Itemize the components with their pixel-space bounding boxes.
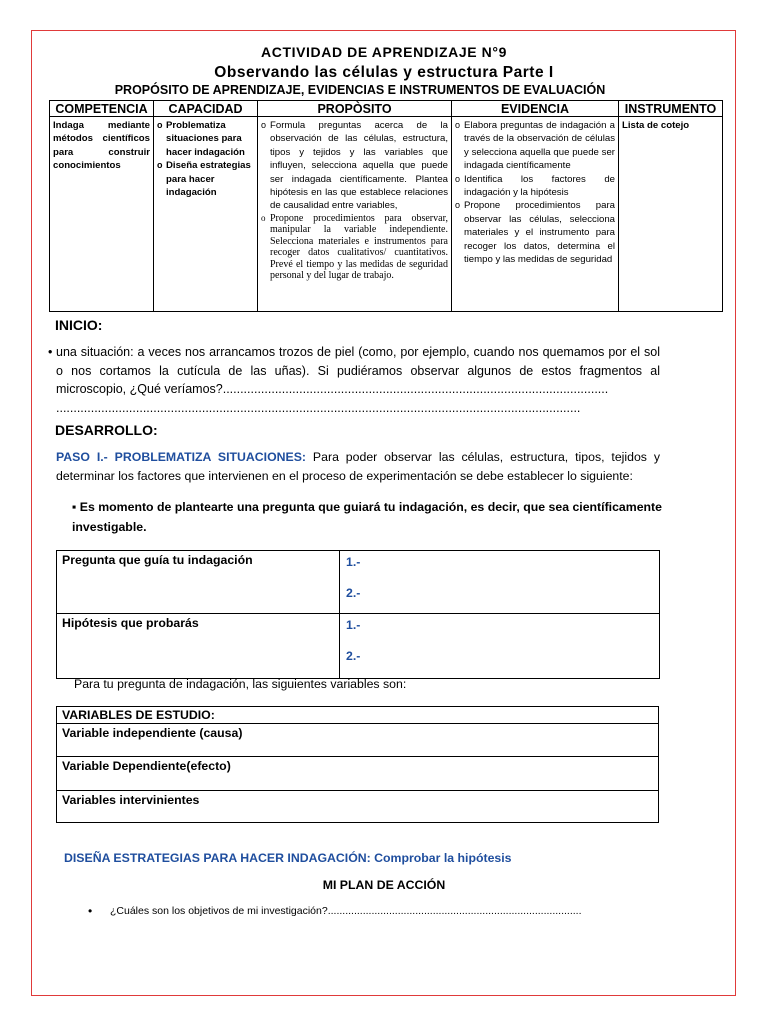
activity-subtitle: Observando las células y estructura Parte I [214, 64, 554, 81]
evidencia-item: o Elabora preguntas de indagación a través de la observación de células y selecciona aquella que puede ser indagada científicamente [455, 120, 615, 172]
answer-number: 2.- [346, 649, 361, 663]
instrumento-text: Lista de cotejo [622, 120, 690, 131]
variables-header: VARIABLES DE ESTUDIO: [57, 707, 659, 724]
desarrollo-heading: DESARROLLO: [55, 422, 158, 438]
paso-text: Para poder observar las células, estructura, tipos, tejidos y determinar los factores que intervienen en el proceso de experimentación se debe establecer lo siguiente: [56, 450, 661, 483]
header-capacidad: CAPACIDAD [154, 101, 258, 117]
answer-number: 2.- [346, 586, 361, 600]
section-title: PROPÓSITO DE APRENDIZAJE, EVIDENCIAS E INSTRUMENTOS DE EVALUACIÓN [114, 83, 606, 97]
question-table [56, 550, 660, 679]
answer-number: 1.- [346, 618, 361, 632]
bullet-icon: • [88, 904, 93, 918]
paso-paragraph [56, 448, 660, 486]
evidencia-item: o Identifica los factores de indagación y la hipótesis [455, 173, 615, 199]
variable-independiente[interactable]: Variable independiente (causa) [57, 724, 659, 757]
capacidad-item: o Diseña estrategias para hacer indagación [157, 160, 251, 199]
table-row [57, 791, 659, 823]
competency-table [49, 100, 723, 312]
inicio-heading: INICIO: [55, 317, 103, 333]
bullet-icon: • [48, 345, 53, 359]
variables-intervinientes[interactable]: Variables intervinientes [57, 791, 659, 823]
momento-text: ▪ Es momento de plantearte una pregunta que guiará tu indagación, es decir, que sea científicamente investigable. [72, 500, 662, 534]
header-proposito: PROPÒSITO [258, 101, 452, 117]
answer-number: 1.- [346, 555, 361, 569]
table-row [57, 757, 659, 791]
pregunta-answer-cell[interactable] [340, 551, 660, 614]
header-instrumento: INSTRUMENTO [619, 101, 723, 117]
activity-title: ACTIVIDAD DE APRENDIZAJE N°9 [261, 44, 507, 60]
cell-capacidad [154, 117, 258, 312]
inicio-paragraph [48, 343, 660, 399]
plan-title: MI PLAN DE ACCIÓN [322, 878, 446, 892]
header-evidencia: EVIDENCIA [452, 101, 619, 117]
header-competencia: COMPETENCIA [50, 101, 154, 117]
variable-dependiente[interactable]: Variable Dependiente(efecto) [57, 757, 659, 791]
objectives-text: ¿Cuáles son los objetivos de mi investigación?....................................................................................... [110, 905, 582, 917]
cell-instrumento [619, 117, 723, 312]
proposito-item: o Propone procedimientos para observar, manipular la variable independiente. Selecciona materiales e instrumentos para recoger datos cualitativos/ cuantitativos. Prevé el tiempo y las medidas de seguridad personal y del lugar de trabajo. [261, 212, 448, 282]
variables-intro: Para tu pregunta de indagación, las siguientes variables son: [74, 677, 407, 691]
cell-proposito [258, 117, 452, 312]
variables-table [56, 706, 659, 823]
table-row [57, 614, 660, 679]
cell-evidencia [452, 117, 619, 312]
hipotesis-answer-cell[interactable] [340, 614, 660, 679]
paso-label: PASO I.- PROBLEMATIZA SITUACIONES: [56, 450, 307, 464]
inicio-text: una situación: a veces nos arrancamos trozos de piel (como, por ejemplo, cuando nos quemamos por el sol o nos cortamos la cutícula de las uñas). Si pudiéramos observar algunos de estos fragmentos al microscopio, ¿Qué veríamos?............................................................................................................... [56, 345, 660, 396]
inicio-answer-line: ....................................................................................................................................................... [56, 401, 581, 415]
capacidad-item: o Problematiza situaciones para hacer indagación [157, 120, 245, 158]
objectives-question [88, 905, 582, 917]
table-row [57, 724, 659, 757]
evidencia-item: o Propone procedimientos para observar las células, selecciona materiales y el instrumento para recoger los datos, determina el tiempo y las medidas de seguridad [455, 200, 615, 266]
table-row [57, 707, 659, 724]
competency-table-header [50, 101, 723, 117]
hipotesis-label: Hipótesis que probarás [57, 614, 340, 679]
competencia-text: Indaga mediante métodos científicos para construir conocimientos [53, 120, 150, 172]
table-row [57, 551, 660, 614]
competency-table-row [50, 117, 723, 312]
proposito-item: o Formula preguntas acerca de la observación de las células, estructura, tipos y tejidos y las variables que influyen, selecciona aquella que puede ser indagada científicamente. Plantea hipótesis en las que establece relaciones de causalidad entre variables, [261, 120, 448, 212]
pregunta-label: Pregunta que guía tu indagación [57, 551, 340, 614]
estrategias-heading: DISEÑA ESTRATEGIAS PARA HACER INDAGACIÓN: Comprobar la hipótesis [64, 851, 512, 865]
cell-competencia [50, 117, 154, 312]
